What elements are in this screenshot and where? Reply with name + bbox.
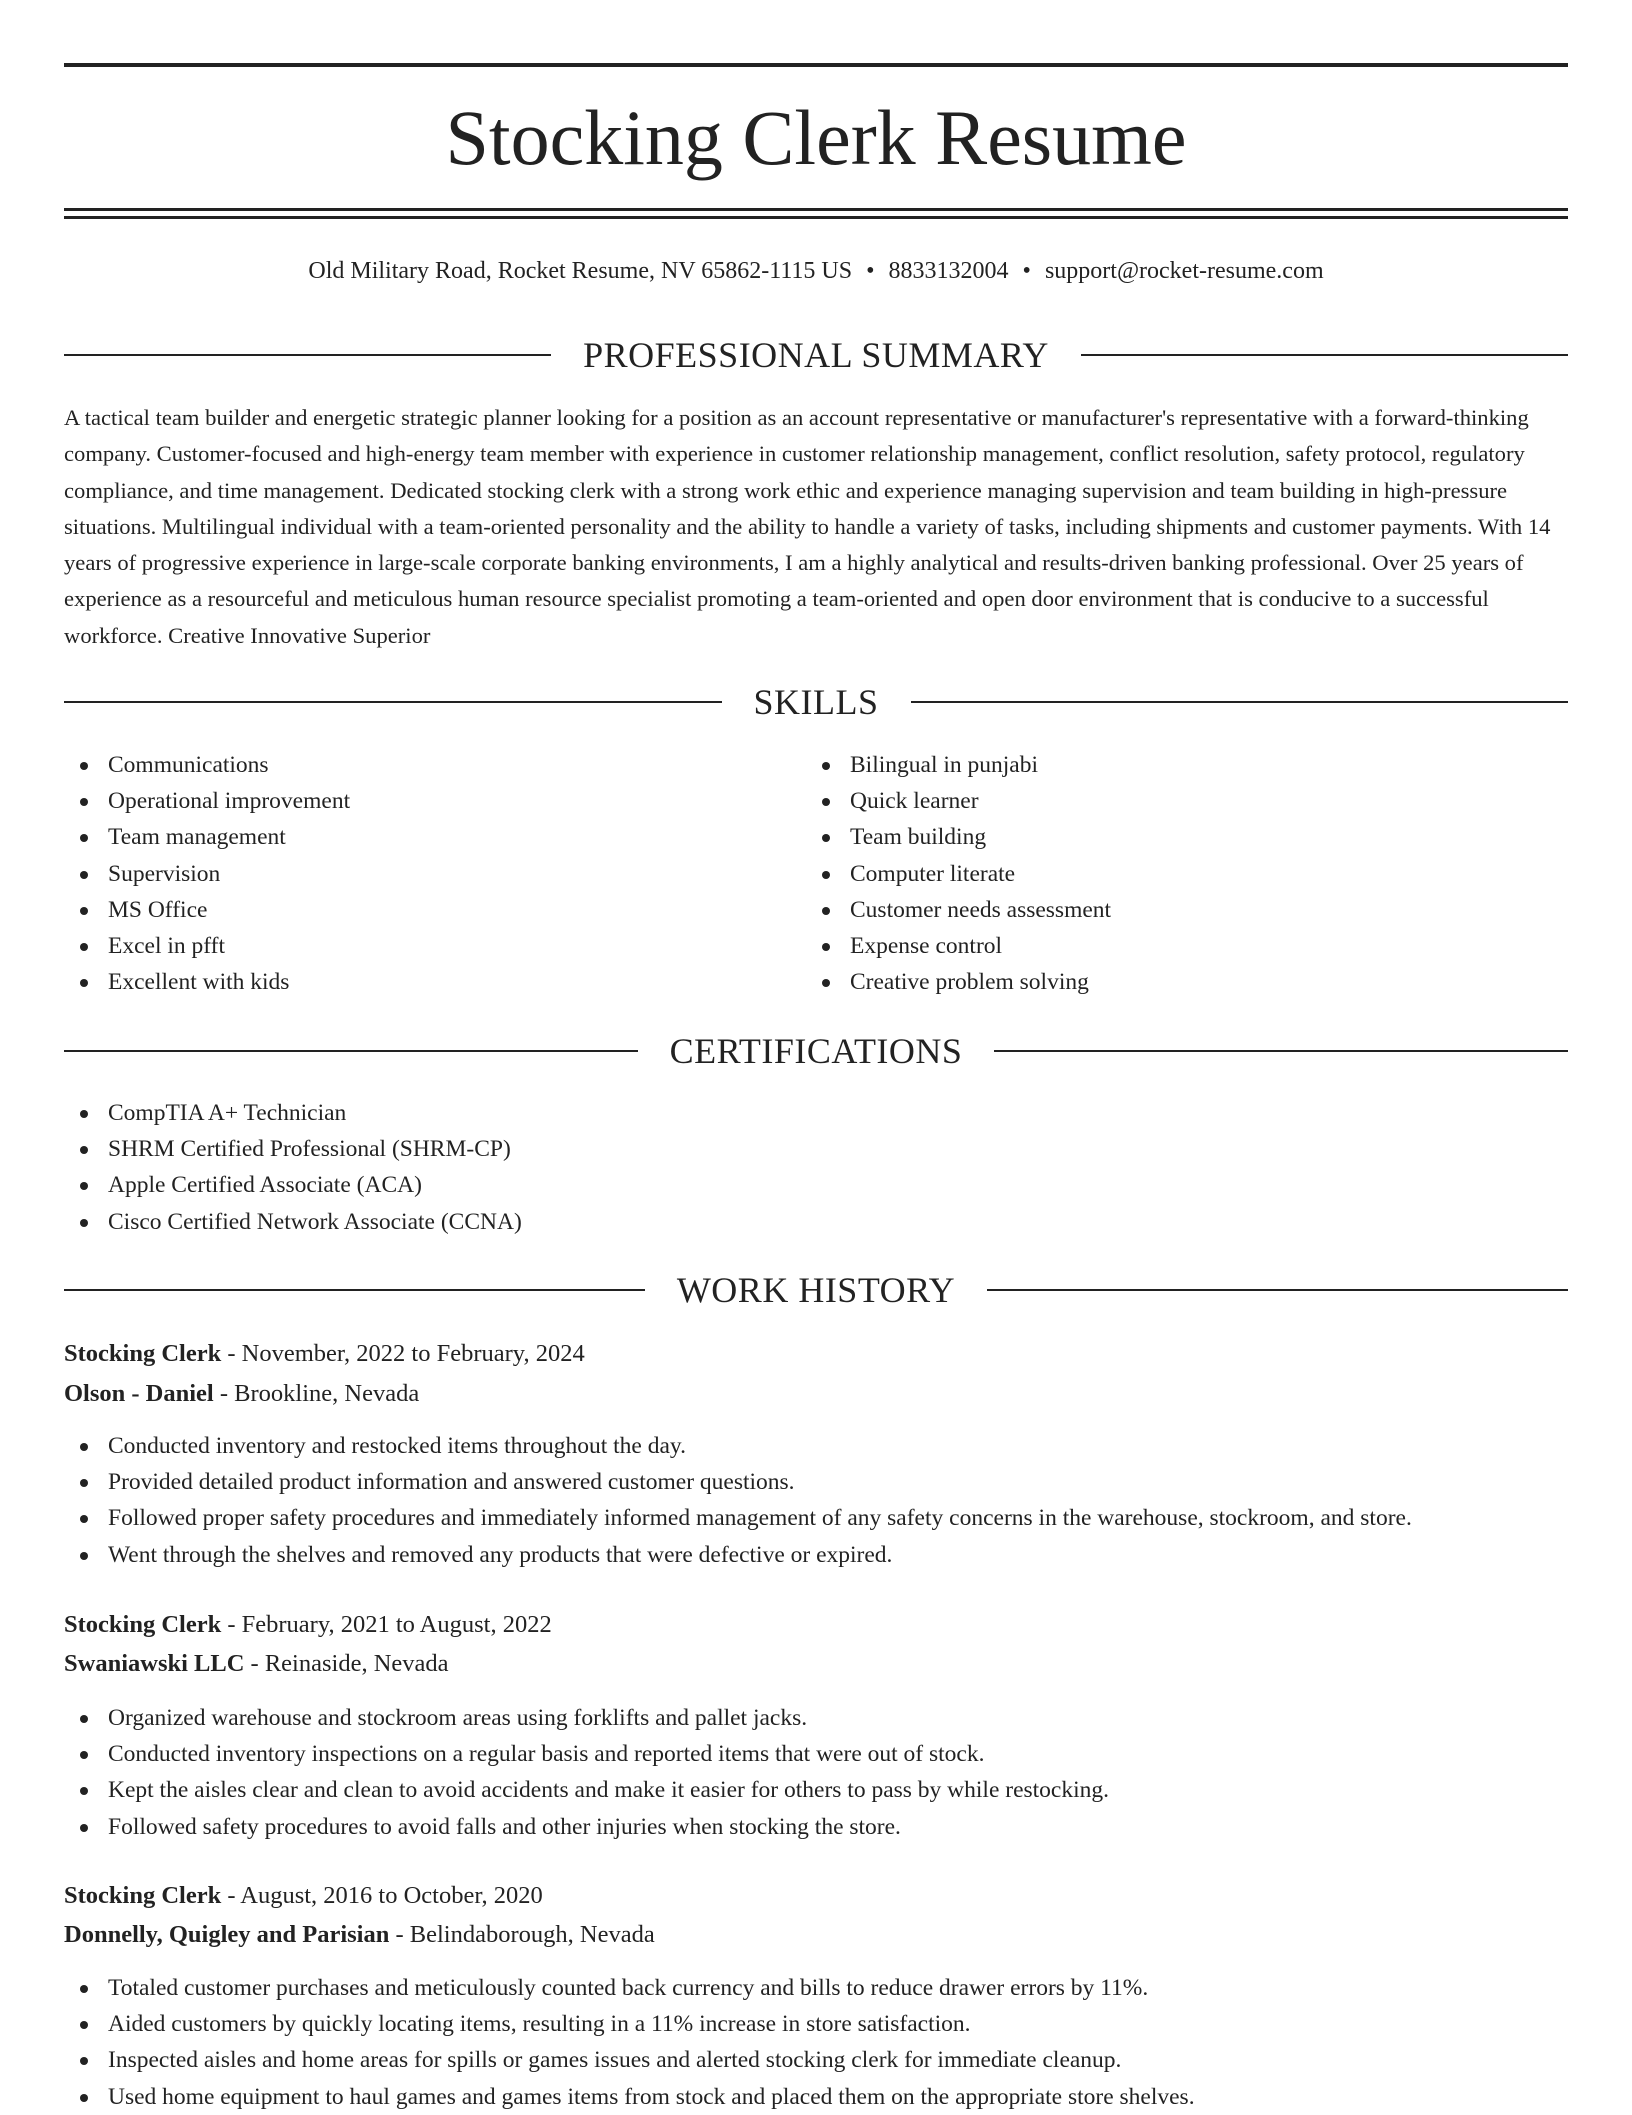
contact-address: Old Military Road, Rocket Resume, NV 65862-1115 US (308, 258, 853, 284)
job-bullet: Went through the shelves and removed any products that were defective or expired. (64, 1537, 1412, 1573)
certification-item: SHRM Certified Professional (SHRM-CP) (64, 1131, 522, 1167)
contact-separator: • (1022, 258, 1031, 284)
top-rule (64, 63, 1568, 67)
heading-rule (64, 1289, 645, 1291)
job-title-line (64, 1607, 552, 1643)
skill-item: Team management (64, 819, 350, 855)
title-rule-upper (64, 208, 1568, 211)
job-title-line (64, 1336, 585, 1372)
skill-item: Communications (64, 747, 350, 783)
job-company: Swaniawski LLC (64, 1650, 245, 1677)
job-company: Olson - Daniel (64, 1380, 214, 1407)
certification-item: Cisco Certified Network Associate (CCNA) (64, 1204, 522, 1240)
job-bullet: Followed proper safety procedures and immediately informed management of any safety concerns in the warehouse, stockroom, and store. (64, 1500, 1412, 1536)
job-bullets (64, 1700, 1109, 1845)
summary-text: A tactical team builder and energetic strategic planner looking for a position as an account representative or manufacturer's representative with a forward-thinking company. Customer-focused and high-energy team member with experience in customer relationship management, conflict resolution, safety protocol, regulatory compliance, and time management. Dedicated stocking clerk with a strong work ethic and experience managing supervision and team building in high-pressure situations. Multilingual individual with a team-oriented personality and the ability to handle a variety of tasks, including shipments and customer payments. With 14 years of progressive experience in large-scale corporate banking environments, I am a highly analytical and results-driven banking professional. Over 25 years of experience as a resourceful and meticulous human resource specialist promoting a team-oriented and open door environment that is conducive to a successful workforce. Creative Innovative Superior (64, 405, 1551, 648)
skill-item: Excel in pfft (64, 928, 350, 964)
skills-heading (64, 680, 1568, 724)
job-location: - Brookline, Nevada (213, 1380, 420, 1407)
heading-rule (64, 701, 722, 703)
heading-rule (911, 701, 1569, 703)
skills-list-left (64, 747, 350, 1000)
certifications-list (64, 1095, 522, 1240)
job-company-line (64, 1917, 655, 1953)
heading-rule (987, 1289, 1568, 1291)
skill-item: Excellent with kids (64, 964, 350, 1000)
section-title: SKILLS (753, 682, 879, 722)
section-title: CERTIFICATIONS (669, 1031, 963, 1071)
job-bullet: Kept the aisles clear and clean to avoid accidents and make it easier for others to pass by while restocking. (64, 1772, 1109, 1808)
job-company-line (64, 1376, 419, 1412)
job-dates: - August, 2016 to October, 2020 (221, 1882, 543, 1909)
contact-email: support@rocket-resume.com (1044, 258, 1324, 284)
job-bullets (64, 1970, 1195, 2115)
skill-item: Computer literate (806, 856, 1111, 892)
job-bullet: Organized warehouse and stockroom areas using forklifts and pallet jacks. (64, 1700, 1109, 1736)
certifications-heading (64, 1029, 1568, 1073)
skill-item: Creative problem solving (806, 964, 1111, 1000)
job-bullet: Followed safety procedures to avoid falls and other injuries when stocking the store. (64, 1809, 1109, 1845)
work-history-heading (64, 1268, 1568, 1312)
job-company-line (64, 1646, 449, 1682)
job-bullet: Conducted inventory inspections on a regular basis and reported items that were out of stock. (64, 1736, 1109, 1772)
job-location: - Reinaside, Nevada (244, 1650, 449, 1677)
skill-item: MS Office (64, 892, 350, 928)
heading-rule (994, 1050, 1568, 1052)
certification-item: Apple Certified Associate (ACA) (64, 1167, 522, 1203)
skill-item: Quick learner (806, 783, 1111, 819)
summary-heading (64, 333, 1568, 377)
job-title: Stocking Clerk (64, 1340, 222, 1367)
title-rule-lower (64, 216, 1568, 219)
contact-phone: 8833132004 (888, 258, 1009, 284)
contact-separator: • (866, 258, 875, 284)
heading-rule (1081, 354, 1568, 356)
job-bullet: Used home equipment to haul games and games items from stock and placed them on the appropriate store shelves. (64, 2079, 1195, 2115)
job-dates: - November, 2022 to February, 2024 (221, 1340, 585, 1367)
job-bullet: Inspected aisles and home areas for spills or games issues and alerted stocking clerk for immediate cleanup. (64, 2042, 1195, 2078)
job-bullet: Conducted inventory and restocked items throughout the day. (64, 1428, 1412, 1464)
job-company: Donnelly, Quigley and Parisian (64, 1921, 390, 1948)
job-dates: - February, 2021 to August, 2022 (221, 1611, 552, 1638)
skill-item: Customer needs assessment (806, 892, 1111, 928)
skill-item: Bilingual in punjabi (806, 747, 1111, 783)
section-title: PROFESSIONAL SUMMARY (583, 335, 1049, 375)
skill-item: Operational improvement (64, 783, 350, 819)
skill-item: Expense control (806, 928, 1111, 964)
heading-rule (64, 354, 551, 356)
certification-item: CompTIA A+ Technician (64, 1095, 522, 1131)
job-bullet: Totaled customer purchases and meticulously counted back currency and bills to reduce drawer errors by 11%. (64, 1970, 1195, 2006)
job-bullet: Provided detailed product information and answered customer questions. (64, 1464, 1412, 1500)
job-location: - Belindaborough, Nevada (389, 1921, 655, 1948)
skill-item: Team building (806, 819, 1111, 855)
skills-list-right (806, 747, 1111, 1000)
contact-line (64, 254, 1568, 288)
job-title: Stocking Clerk (64, 1611, 222, 1638)
section-title: WORK HISTORY (676, 1270, 956, 1310)
resume-title: Stocking Clerk Resume (445, 94, 1187, 181)
job-bullet: Aided customers by quickly locating items, resulting in a 11% increase in store satisfaction. (64, 2006, 1195, 2042)
job-title-line (64, 1878, 543, 1914)
job-bullets (64, 1428, 1412, 1573)
heading-rule (64, 1050, 638, 1052)
skill-item: Supervision (64, 856, 350, 892)
job-title: Stocking Clerk (64, 1882, 222, 1909)
